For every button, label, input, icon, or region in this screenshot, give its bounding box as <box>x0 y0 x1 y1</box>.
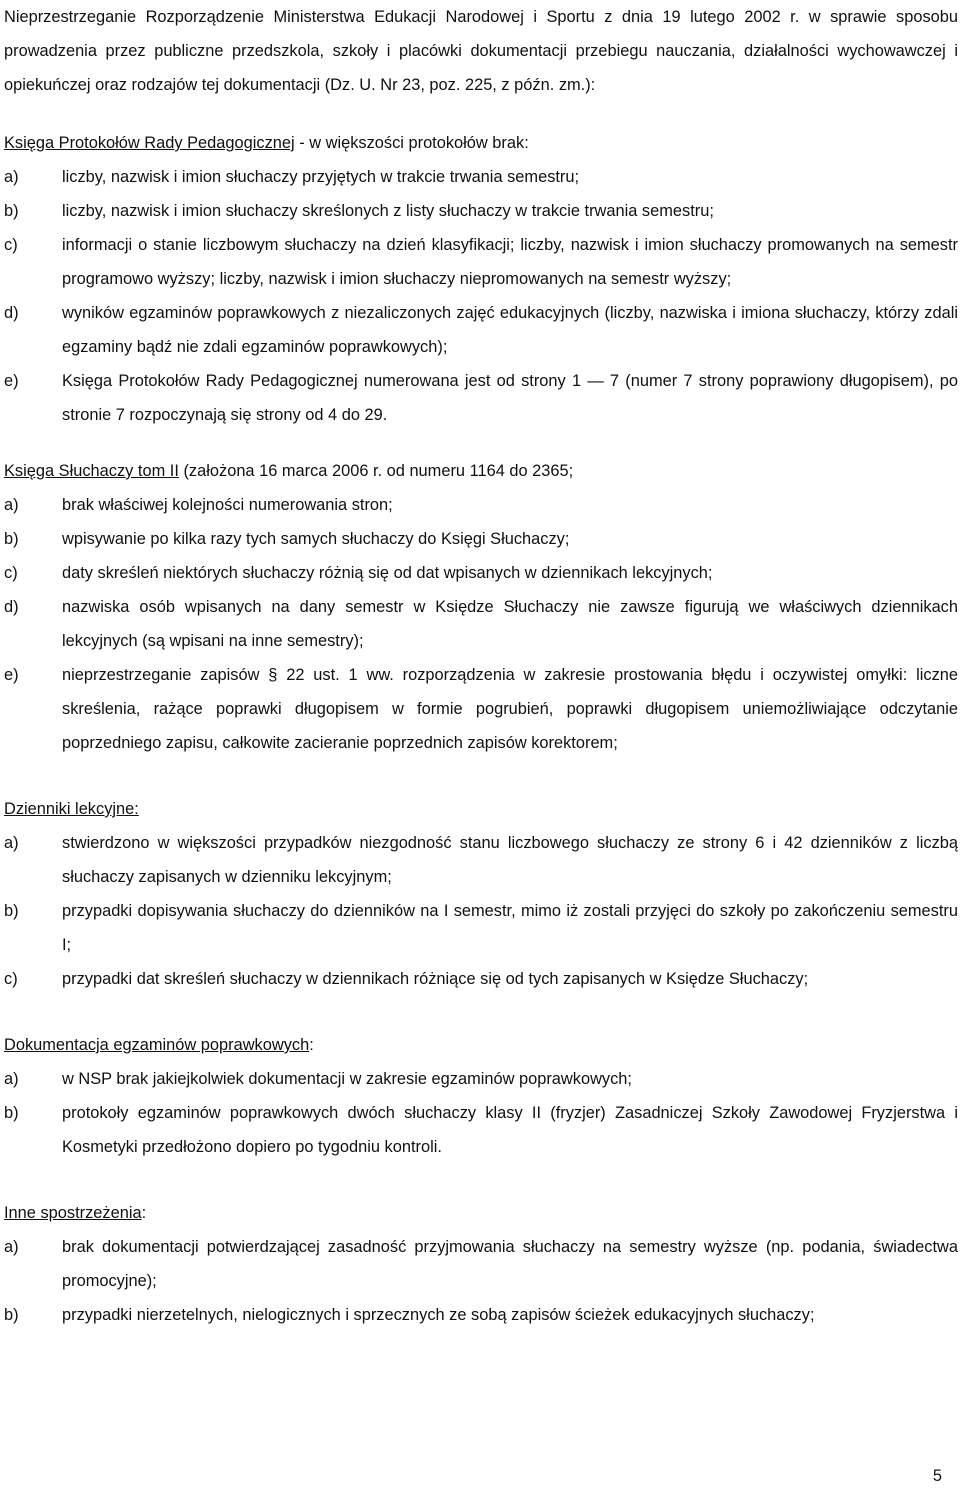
item-label: c) <box>4 970 18 988</box>
item-text: brak dokumentacji potwierdzającej zasadność przyjmowania słuchaczy na semestry wyższe (np. podania, świadectwa promocyjne); <box>62 1238 958 1290</box>
item-text: brak właściwej kolejności numerowania stron; <box>62 496 393 514</box>
item-list <box>4 1230 958 1332</box>
item-label: b) <box>4 1104 19 1122</box>
item-label: e) <box>4 666 19 684</box>
section-inne-spostrzezenia <box>4 1196 958 1332</box>
list-item <box>4 364 958 432</box>
item-label: c) <box>4 564 18 582</box>
section-suffix: : <box>141 1204 147 1222</box>
item-list <box>4 488 958 760</box>
section-suffix: : <box>309 1036 314 1054</box>
section-suffix: (założona 16 marca 2006 r. od numeru 1164 do 2365; <box>178 462 574 480</box>
item-label: a) <box>4 168 19 186</box>
item-label: b) <box>4 902 19 920</box>
list-item <box>4 590 958 658</box>
item-text: wyników egzaminów poprawkowych z niezaliczonych zajęć edukacyjnych (liczby, nazwiska i imiona słuchaczy, którzy zdali egzaminy bądź nie zdali egzaminów poprawkowych); <box>62 304 958 356</box>
section-heading <box>4 792 958 826</box>
list-item <box>4 826 958 894</box>
section-suffix: - w większości protokołów brak: <box>294 134 529 152</box>
item-label: a) <box>4 496 19 514</box>
item-list <box>4 160 958 432</box>
item-text: nazwiska osób wpisanych na dany semestr w Księdze Słuchaczy nie zawsze figurują we właściwych dziennikach lekcyjnych (są wpisani na inne semestry); <box>62 598 958 650</box>
list-item <box>4 1298 958 1332</box>
list-item <box>4 962 958 996</box>
item-text: informacji o stanie liczbowym słuchaczy na dzień klasyfikacji; liczby, nazwisk i imion słuchaczy promowanych na semestr programowo wyższy; liczby, nazwisk i imion słuchaczy niepromowanych na semestr wyższy; <box>62 236 958 288</box>
section-title: Księga Słuchaczy tom II <box>4 462 179 480</box>
list-item <box>4 522 958 556</box>
item-text: przypadki dat skreśleń słuchaczy w dziennikach różniące się od tych zapisanych w Księdze Słuchaczy; <box>62 970 809 988</box>
item-text: w NSP brak jakiejkolwiek dokumentacji w zakresie egzaminów poprawkowych; <box>62 1070 632 1088</box>
list-item <box>4 160 958 194</box>
item-label: a) <box>4 834 19 852</box>
item-label: e) <box>4 372 19 390</box>
document-page <box>4 0 958 1332</box>
section-dokumentacja-egzaminow <box>4 1028 958 1164</box>
item-list <box>4 1062 958 1164</box>
section-title: Dzienniki lekcyjne: <box>4 800 139 818</box>
item-label: b) <box>4 202 19 220</box>
item-label: d) <box>4 304 19 322</box>
section-heading <box>4 126 958 160</box>
item-text: stwierdzono w większości przypadków niezgodność stanu liczbowego słuchaczy ze strony 6 i 42 dzienników z liczbą słuchaczy zapisanych w dzienniku lekcyjnym; <box>62 834 958 886</box>
item-text: daty skreśleń niektórych słuchaczy różnią się od dat wpisanych w dziennikach lekcyjnych; <box>62 564 713 582</box>
section-heading <box>4 454 958 488</box>
list-item <box>4 194 958 228</box>
list-item <box>4 658 958 760</box>
section-heading <box>4 1028 958 1062</box>
section-dzienniki-lekcyjne <box>4 792 958 996</box>
item-label: c) <box>4 236 18 254</box>
item-text: przypadki dopisywania słuchaczy do dzienników na I semestr, mimo iż zostali przyjęci do szkoły po zakończeniu semestru I; <box>62 902 958 954</box>
item-text: liczby, nazwisk i imion słuchaczy skreślonych z listy słuchaczy w trakcie trwania semestru; <box>62 202 714 220</box>
list-item <box>4 1096 958 1164</box>
item-list <box>4 826 958 996</box>
section-title: Dokumentacja egzaminów poprawkowych <box>4 1036 310 1054</box>
list-item <box>4 894 958 962</box>
item-label: d) <box>4 598 19 616</box>
section-heading <box>4 1196 958 1230</box>
page-number: 5 <box>932 1467 942 1485</box>
item-label: a) <box>4 1238 19 1256</box>
item-text: wpisywanie po kilka razy tych samych słuchaczy do Księgi Słuchaczy; <box>62 530 570 548</box>
list-item <box>4 296 958 364</box>
item-label: a) <box>4 1070 19 1088</box>
item-text: protokoły egzaminów poprawkowych dwóch słuchaczy klasy II (fryzjer) Zasadniczej Szkoły Zawodowej Fryzjerstwa i Kosmetyki przedłożono dopiero po tygodniu kontroli. <box>62 1104 958 1156</box>
section-title: Księga Protokołów Rady Pedagogicznej <box>4 134 295 152</box>
section-ksiega-sluchaczy <box>4 454 958 760</box>
item-label: b) <box>4 1306 19 1324</box>
intro-paragraph: Nieprzestrzeganie Rozporządzenie Ministerstwa Edukacji Narodowej i Sportu z dnia 19 lutego 2002 r. w sprawie sposobu prowadzenia przez publiczne przedszkola, szkoły i placówki dokumentacji przebiegu nauczania, działalności wychowawczej i opiekuńczej oraz rodzajów tej dokumentacji (Dz. U. Nr 23, poz. 225, z późn. zm.): <box>4 8 958 94</box>
item-text: nieprzestrzeganie zapisów § 22 ust. 1 ww. rozporządzenia w zakresie prostowania błędu i oczywistej omyłki: liczne skreślenia, rażące poprawki długopisem w formie pogrubień, poprawki długopisem uniemożliwiające odczytanie poprzedniego zapisu, całkowite zacieranie poprzednich zapisów korektorem; <box>62 666 958 752</box>
list-item <box>4 228 958 296</box>
list-item <box>4 556 958 590</box>
list-item <box>4 1062 958 1096</box>
item-text: przypadki nierzetelnych, nielogicznych i sprzecznych ze sobą zapisów ścieżek edukacyjnych słuchaczy; <box>62 1306 815 1324</box>
list-item <box>4 488 958 522</box>
section-title: Inne spostrzeżenia <box>4 1204 142 1222</box>
section-ksiega-protokolow <box>4 126 958 432</box>
item-text: liczby, nazwisk i imion słuchaczy przyjętych w trakcie trwania semestru; <box>62 168 580 186</box>
item-text: Księga Protokołów Rady Pedagogicznej numerowana jest od strony 1 — 7 (numer 7 strony poprawiony długopisem), po stronie 7 rozpoczynają się strony od 4 do 29. <box>62 372 958 424</box>
item-label: b) <box>4 530 19 548</box>
list-item <box>4 1230 958 1298</box>
